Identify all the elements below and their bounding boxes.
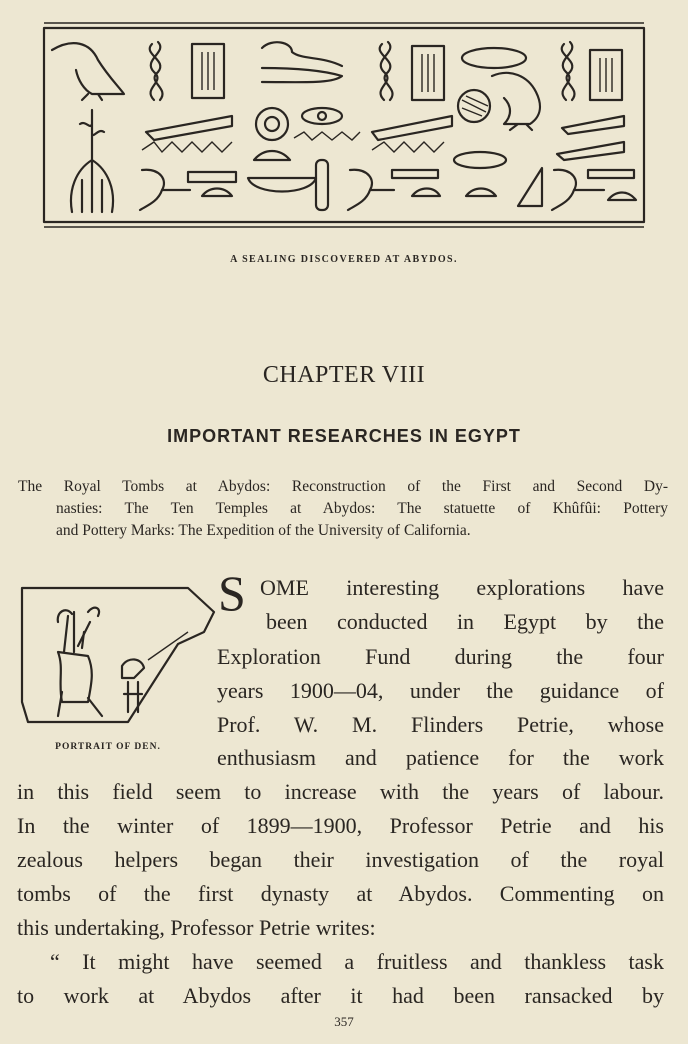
chapter-summary — [18, 476, 668, 542]
body-line: enthusiasm and patience for the work — [217, 745, 664, 770]
portrait-caption: PORTRAIT OF DEN. — [55, 742, 161, 752]
sealing-hieroglyph-illustration — [42, 20, 646, 232]
body-line: Prof. W. M. Flinders Petrie, whose — [217, 712, 664, 737]
drop-cap: S — [218, 565, 246, 621]
body-line: zealous helpers began their investigation of the royal — [17, 847, 664, 872]
body-line: to work at Abydos after it had been ransacked by — [17, 983, 664, 1008]
body-line: tombs of the first dynasty at Abydos. Commenting on — [17, 881, 664, 906]
page-number: 357 — [334, 1014, 354, 1029]
portrait-of-den-illustration — [18, 582, 216, 732]
summary-line: nasties: The Ten Temples at Abydos: The statuette of Khûfûi: Pottery — [56, 500, 668, 517]
body-line: years 1900—04, under the guidance of — [217, 678, 664, 703]
body-line: in this field seem to increase with the years of labour. — [17, 779, 664, 804]
figure-caption: A SEALING DISCOVERED AT ABYDOS. — [230, 254, 458, 265]
body-line: OME interesting explorations have — [260, 575, 664, 600]
body-line: this undertaking, Professor Petrie writes: — [17, 915, 376, 940]
body-line: “ It might have seemed a fruitless and thankless task — [50, 949, 664, 974]
summary-line: The Royal Tombs at Abydos: Reconstruction of the First and Second Dy- — [18, 478, 668, 495]
body-line: been conducted in Egypt by the — [266, 609, 664, 634]
body-line: Exploration Fund during the four — [217, 644, 664, 669]
chapter-title: IMPORTANT RESEARCHES IN EGYPT — [167, 426, 521, 446]
summary-line: and Pottery Marks: The Expedition of the University of California. — [56, 522, 471, 539]
chapter-number: CHAPTER VIII — [262, 362, 426, 388]
body-line: In the winter of 1899—1900, Professor Petrie and his — [17, 813, 664, 838]
